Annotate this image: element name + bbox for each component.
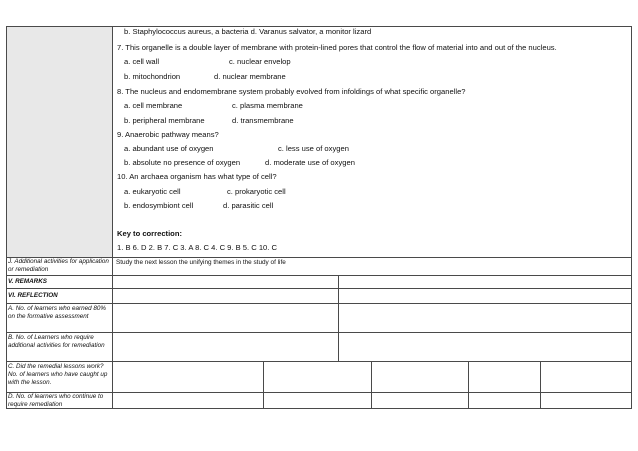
option-9c: c. less use of oxygen xyxy=(278,144,349,153)
row-label-additional-activities: J. Additional activities for application or remediation xyxy=(8,258,109,274)
row-label-continue-remediation: D. No. of learners who continue to require remediation xyxy=(8,393,104,409)
col-border xyxy=(263,361,264,408)
option-8c: c. plasma membrane xyxy=(232,101,303,110)
option-10c: c. prokaryotic cell xyxy=(227,187,286,196)
question-8: 8. The nucleus and endomembrane system probably evolved from infoldings of what specific organelle? xyxy=(117,87,466,96)
key-answers: 1. B 6. D 2. B 7. C 3. A 8. C 4. C 9. B 5. C 10. C xyxy=(117,243,277,252)
option-10d: d. parasitic cell xyxy=(223,201,274,210)
additional-activities-value: Study the next lesson the unifying themes in the study of life xyxy=(116,259,286,266)
col-border xyxy=(468,361,469,408)
option-10b: b. endosymbiont cell xyxy=(124,201,194,210)
row-border xyxy=(6,361,632,362)
question-10: 10. An archaea organism has what type of cell? xyxy=(117,172,277,181)
option-7d: d. nuclear membrane xyxy=(214,72,286,81)
row-label-remedial-work: C. Did the remedial lessons work? No. of learners who have caught up with the lesson. xyxy=(8,363,108,387)
row-label-reflection: VI. REFLECTION xyxy=(8,292,58,299)
row-label-learners-80: A. No. of learners who earned 80% on the formative assessment xyxy=(8,305,107,321)
question-9: 9. Anaerobic pathway means? xyxy=(117,130,219,139)
col-border xyxy=(540,361,541,408)
col-border xyxy=(631,26,632,409)
option-7b: b. mitochondrion xyxy=(124,72,181,81)
col-border xyxy=(112,26,113,409)
top-left-shaded-cell xyxy=(6,26,112,257)
row-border xyxy=(6,303,632,304)
option-9d: d. moderate use of oxygen xyxy=(265,158,355,167)
col-border xyxy=(338,275,339,361)
row-border xyxy=(6,332,632,333)
col-border xyxy=(6,26,7,409)
option-8d: d. transmembrane xyxy=(232,116,294,125)
option-10a: a. eukaryotic cell xyxy=(124,187,181,196)
option-9a: a. abundant use of oxygen xyxy=(124,144,214,153)
col-border xyxy=(371,361,372,408)
row-border xyxy=(6,288,632,289)
row-label-remarks: V. REMARKS xyxy=(8,278,47,285)
row-label-learners-remediation: B. No. of Learners who require additional activities for remediation xyxy=(8,334,105,350)
key-title: Key to correction: xyxy=(117,229,182,238)
option-9b: b. absolute no presence of oxygen xyxy=(124,158,241,167)
option-7a: a. cell wall xyxy=(124,57,160,66)
option-7c: c. nuclear envelop xyxy=(229,57,291,66)
row-border xyxy=(6,275,632,276)
option-8b: b. peripheral membrane xyxy=(124,116,205,125)
question-7: 7. This organelle is a double layer of membrane with protein-lined pores that control the flow of material into and out of the nucleus. xyxy=(117,43,557,52)
line-6b: b. Staphylococcus aureus, a bacteria d. Varanus salvator, a monitor lizard xyxy=(124,27,372,36)
option-8a: a. cell membrane xyxy=(124,101,183,110)
